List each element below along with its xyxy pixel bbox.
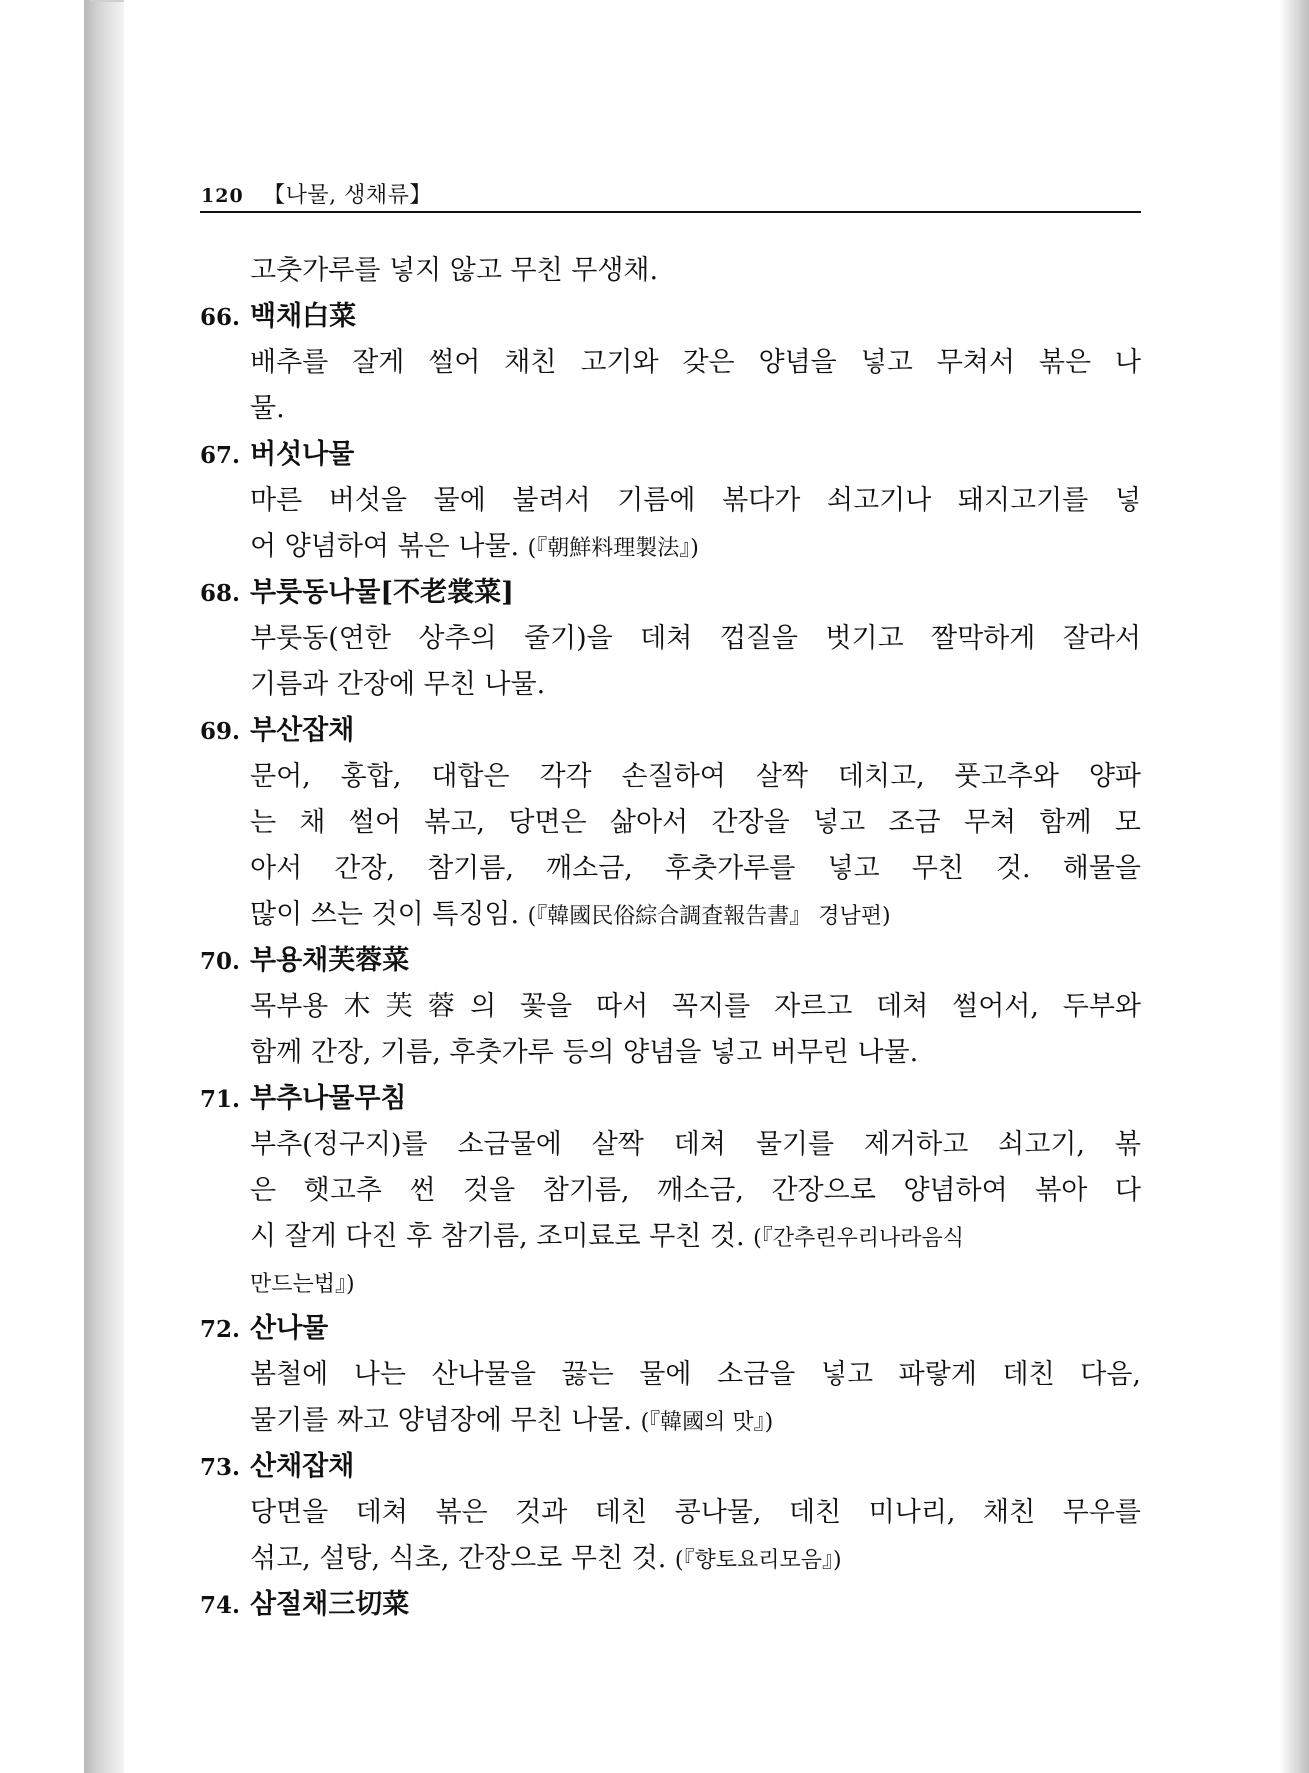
entry-number: 69. (200, 718, 241, 745)
description-line (250, 800, 1141, 846)
entry-list (200, 294, 1141, 1628)
entry-title: 삼절채三切菜 (250, 1589, 410, 1620)
description-text: 섞고, 설탕, 식초, 간장으로 무친 것. (250, 1543, 675, 1574)
entry-title: 부룻동나물[不老裳菜] (250, 577, 514, 608)
entry-description (200, 1490, 1141, 1582)
description-line (250, 1122, 1141, 1168)
description-text: 아서 간장, 참기름, 깨소금, 후춧가루를 넣고 무친 것. 해물을 (250, 853, 1141, 884)
description-text: 당면을 데쳐 볶은 것과 데친 콩나물, 데친 미나리, 채친 무우를 (250, 1497, 1141, 1528)
description-line (250, 1260, 1141, 1306)
entry-heading (200, 1582, 1141, 1628)
entry-number: 72. (200, 1316, 241, 1343)
description-text: 문어, 홍합, 대합은 각각 손질하여 살짝 데치고, 풋고추와 양파 (250, 761, 1141, 792)
page-shadow (1279, 0, 1309, 1773)
source-citation: (『간추린우리나라음식 (753, 1226, 964, 1251)
description-line (250, 754, 1141, 800)
page-body (200, 248, 1141, 1628)
description-line (250, 846, 1141, 892)
description-text: 마른 버섯을 물에 불려서 기름에 볶다가 쇠고기나 돼지고기를 넣 (250, 485, 1141, 516)
entry-number: 74. (200, 1592, 241, 1619)
entry-number: 70. (200, 948, 241, 975)
description-line (250, 1214, 1141, 1260)
entry-title: 부추나물무침 (250, 1083, 407, 1114)
description-text: 부추(정구지)를 소금물에 살짝 데쳐 물기를 제거하고 쇠고기, 볶 (250, 1129, 1141, 1160)
entry-title: 백채白菜 (250, 301, 357, 332)
description-line (250, 478, 1141, 524)
description-line (250, 1168, 1141, 1214)
description-line (250, 1398, 1141, 1444)
description-text: 목부용木芙蓉의 꽃을 따서 꼭지를 자르고 데쳐 썰어서, 두부와 (250, 991, 1141, 1022)
entry-title: 산나물 (250, 1313, 329, 1344)
entry-heading (200, 938, 1141, 984)
description-text: 기름과 간장에 무친 나물. (250, 669, 546, 700)
entry-heading (200, 570, 1141, 616)
entry-heading (200, 708, 1141, 754)
description-line (250, 616, 1141, 662)
description-line (250, 340, 1141, 386)
description-text: 시 잘게 다진 후 참기름, 조미료로 무친 것. (250, 1221, 754, 1252)
source-citation: 만드는법』) (250, 1272, 355, 1297)
source-citation: (『韓國民俗綜合調査報告書』 경남편) (527, 904, 891, 929)
description-text: 부룻동(연한 상추의 줄기)을 데쳐 껍질을 벗기고 짤막하게 잘라서 (250, 623, 1141, 654)
description-line (250, 1030, 1141, 1076)
header-rule (200, 211, 1141, 213)
entry-heading (200, 1306, 1141, 1352)
entry-heading (200, 1076, 1141, 1122)
description-text: 함께 간장, 기름, 후춧가루 등의 양념을 넣고 버무린 나물. (250, 1037, 919, 1068)
description-text: 물. (250, 393, 285, 424)
description-line (250, 1352, 1141, 1398)
description-text: 물기를 짜고 양념장에 무친 나물. (250, 1405, 641, 1436)
description-text: 은 햇고추 썬 것을 참기름, 깨소금, 간장으로 양념하여 볶아 다 (250, 1175, 1141, 1206)
source-citation: (『朝鮮料理製法』) (527, 536, 699, 561)
entry-title: 부용채芙蓉菜 (250, 945, 410, 976)
entry-description (200, 616, 1141, 708)
section-title: 【나물, 생채류】 (263, 183, 432, 208)
description-line (250, 1490, 1141, 1536)
description-line (250, 524, 1141, 570)
entry-description (200, 754, 1141, 938)
description-line (250, 386, 1141, 432)
description-line (250, 892, 1141, 938)
entry-number: 68. (200, 580, 241, 607)
entry-description (200, 340, 1141, 432)
entry-number: 66. (200, 304, 241, 331)
page-edge (84, 0, 124, 1773)
continued-line: 고춧가루를 넣지 않고 무친 무생채. (250, 255, 659, 286)
description-line (250, 662, 1141, 708)
page-number: 120 (201, 185, 244, 207)
entry-title: 부산잡채 (250, 715, 355, 746)
entry-description (200, 1352, 1141, 1444)
description-text: 는 채 썰어 볶고, 당면은 삶아서 간장을 넣고 조금 무쳐 함께 모 (250, 807, 1141, 838)
description-text: 많이 쓰는 것이 특징임. (250, 899, 528, 930)
entry-description (200, 984, 1141, 1076)
description-text: 봄철에 나는 산나물을 끓는 물에 소금을 넣고 파랗게 데친 다음, (250, 1359, 1141, 1390)
entry-number: 67. (200, 442, 241, 469)
entry-description (200, 478, 1141, 570)
entry-number: 73. (200, 1454, 241, 1481)
entry-number: 71. (200, 1086, 241, 1113)
source-citation: (『향토요리모음』) (674, 1548, 842, 1573)
entry-heading (200, 432, 1141, 478)
description-line (250, 1536, 1141, 1582)
entry-heading (200, 294, 1141, 340)
entry-title: 버섯나물 (250, 439, 355, 470)
entry-heading (200, 1444, 1141, 1490)
description-text: 어 양념하여 볶은 나물. (250, 531, 528, 562)
description-line (250, 984, 1141, 1030)
source-citation: (『韓國의 맛』) (640, 1410, 774, 1435)
running-head (201, 178, 432, 209)
entry-description (200, 1122, 1141, 1306)
description-text: 배추를 잘게 썰어 채친 고기와 갖은 양념을 넣고 무쳐서 볶은 나 (250, 347, 1141, 378)
entry-title: 산채잡채 (250, 1451, 355, 1482)
